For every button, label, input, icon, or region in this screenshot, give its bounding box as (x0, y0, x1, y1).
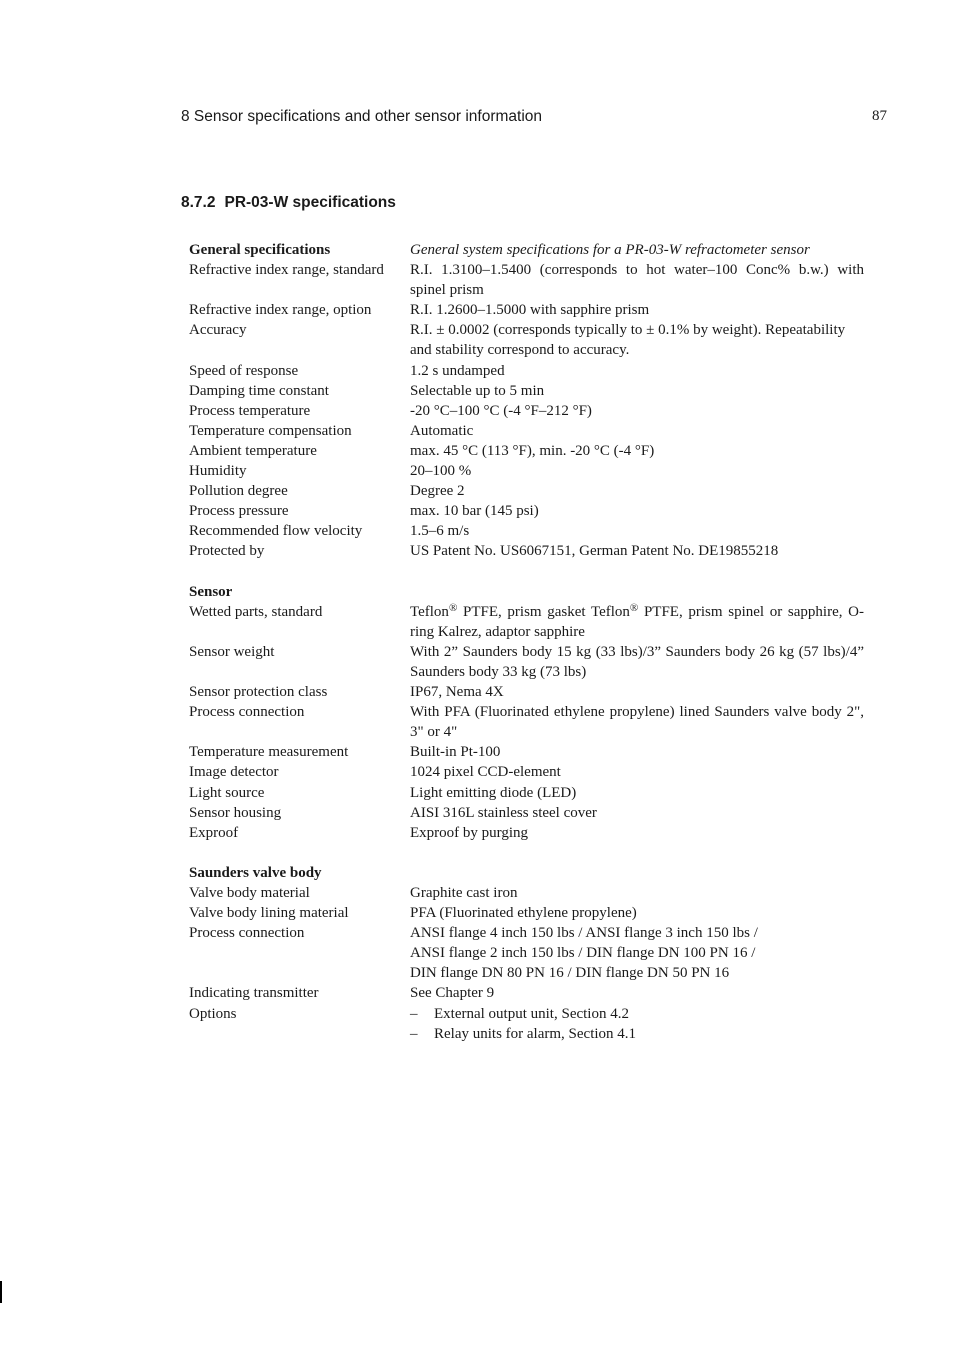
spec-value: Degree 2 (410, 483, 465, 500)
spec-label: Accuracy (189, 322, 247, 339)
spec-row (189, 401, 864, 421)
spec-value: R.I. 1.3100–1.5400 (corresponds to hot water–100 Conc% b.w.) with spinel prism (410, 262, 864, 299)
option-text: External output unit, Section 4.2 (434, 1005, 629, 1022)
spec-label: Exproof (189, 824, 239, 841)
chapter-title: 8 Sensor specifications and other sensor information (181, 108, 543, 125)
spec-row (189, 642, 864, 682)
spec-label: Ambient temperature (189, 442, 317, 459)
spec-value: Light emitting diode (LED) (410, 784, 577, 801)
spec-label: Pollution degree (189, 483, 288, 500)
spec-label: Recommended flow velocity (189, 523, 363, 540)
spec-label: Temperature compensation (189, 422, 352, 439)
spec-value: PFA (Fluorinated ethylene propylene) (410, 905, 637, 922)
spec-value: 20–100 % (410, 463, 472, 480)
spec-row (189, 441, 864, 461)
spec-value: 1.2 s undamped (410, 362, 505, 379)
spec-label: Damping time constant (189, 382, 329, 399)
list-item (410, 1004, 864, 1024)
flange-line: ANSI flange 4 inch 150 lbs / ANSI flange 3 inch 150 lbs / (410, 925, 758, 942)
spec-row (189, 803, 864, 823)
page-number: 87 (872, 108, 887, 124)
sensor-heading: Sensor (189, 583, 233, 600)
spec-label: Process connection (189, 704, 305, 721)
spec-row (189, 742, 864, 762)
spec-value (410, 602, 864, 642)
spec-label: Speed of response (189, 362, 299, 379)
general-heading: General specifications (189, 242, 331, 258)
flange-line: ANSI flange 2 inch 150 lbs / DIN flange DN 100 PN 16 / (410, 945, 756, 962)
spec-row (189, 320, 864, 360)
spec-label: Process connection (189, 925, 305, 942)
spec-label: Valve body material (189, 885, 310, 901)
saunders-heading: Saunders valve body (189, 864, 322, 881)
spec-value: Exproof by purging (410, 824, 529, 841)
spec-row (189, 783, 864, 803)
spec-value: With PFA (Fluorinated ethylene propylene) lined Saunders valve body 2", 3" or 4" (410, 704, 864, 741)
spec-row (189, 260, 864, 300)
spec-row (189, 461, 864, 481)
spec-label: Sensor weight (189, 643, 275, 660)
spec-value: 1.5–6 m/s (410, 523, 470, 540)
spec-row (189, 521, 864, 541)
section-gap (189, 843, 864, 863)
section-number: 8.7.2 (181, 194, 216, 211)
spec-value: Graphite cast iron (410, 885, 518, 901)
spec-row (189, 682, 864, 702)
registered-mark: ® (629, 601, 639, 614)
spec-label: Sensor protection class (189, 684, 328, 701)
spec-value (410, 923, 864, 983)
spec-value: 1024 pixel CCD-element (410, 764, 561, 781)
wetted-text: Teflon (410, 603, 449, 620)
general-heading-row (189, 240, 864, 260)
spec-label: Process temperature (189, 402, 311, 419)
spec-label: Refractive index range, option (189, 302, 372, 319)
spec-row (189, 762, 864, 782)
spec-value: IP67, Nema 4X (410, 684, 504, 701)
spec-value (410, 1004, 864, 1044)
registered-mark: ® (448, 601, 458, 614)
running-header (181, 108, 887, 128)
spec-row (189, 983, 864, 1003)
spec-row (189, 501, 864, 521)
spec-row (189, 823, 864, 843)
spec-row (189, 361, 864, 381)
spec-label: Sensor housing (189, 804, 282, 821)
spec-row (189, 541, 864, 561)
spec-value: AISI 316L stainless steel cover (410, 804, 597, 821)
section-title (181, 194, 396, 212)
spec-value: -20 °C–100 °C (-4 °F–212 °F) (410, 402, 592, 419)
spec-row (189, 1004, 864, 1044)
spec-value: Automatic (410, 422, 474, 439)
spec-row (189, 602, 864, 642)
spec-row (189, 381, 864, 401)
option-text: Relay units for alarm, Section 4.1 (434, 1025, 637, 1042)
spec-label: Indicating transmitter (189, 985, 319, 1002)
spec-label: Options (189, 1005, 237, 1022)
spec-label: Valve body lining material (189, 905, 349, 922)
options-list (410, 1004, 864, 1044)
wetted-text: PTFE, prism spinel or sapphire, O-ring Kalrez, adaptor sapphire (410, 603, 864, 640)
margin-mark (0, 1281, 2, 1303)
spec-row (189, 903, 864, 923)
section-heading: PR-03-W specifications (224, 194, 396, 211)
spec-value: max. 45 °C (113 °F), min. -20 °C (-4 °F) (410, 442, 655, 459)
spec-value: With 2” Saunders body 15 kg (33 lbs)/3” Saunders body 26 kg (57 lbs)/4” Saunders body 33 kg (73 lbs) (410, 643, 864, 680)
spec-table (189, 240, 864, 1044)
sensor-heading-row (189, 582, 864, 602)
spec-row (189, 702, 864, 742)
spec-label: Image detector (189, 764, 279, 781)
spec-label: Temperature measurement (189, 744, 349, 761)
spec-row (189, 300, 864, 320)
spec-row (189, 421, 864, 441)
spec-value: Selectable up to 5 min (410, 382, 545, 399)
section-gap (189, 562, 864, 582)
spec-value: R.I. 1.2600–1.5000 with sapphire prism (410, 302, 650, 319)
spec-label: Light source (189, 784, 265, 801)
saunders-heading-row (189, 863, 864, 883)
spec-value: Built-in Pt-100 (410, 744, 501, 761)
spec-label: Protected by (189, 543, 265, 560)
general-description: General system specifications for a PR-03-W refractometer sensor (410, 242, 810, 258)
spec-value: max. 10 bar (145 psi) (410, 503, 539, 520)
spec-value: R.I. ± 0.0002 (corresponds typically to ± 0.1% by weight). Repeatability and stability correspond to accuracy. (410, 322, 846, 359)
spec-row (189, 481, 864, 501)
spec-label: Humidity (189, 463, 247, 480)
list-item (410, 1024, 864, 1044)
flange-line: DIN flange DN 80 PN 16 / DIN flange DN 50 PN 16 (410, 965, 730, 982)
dash-bullet: – (410, 1005, 418, 1022)
spec-value: See Chapter 9 (410, 985, 495, 1002)
spec-label: Process pressure (189, 503, 289, 520)
spec-label: Wetted parts, standard (189, 603, 323, 620)
wetted-text: PTFE, prism gasket Teflon (457, 603, 630, 620)
spec-row (189, 883, 864, 903)
spec-label: Refractive index range, standard (189, 262, 384, 279)
spec-row (189, 923, 864, 983)
spec-value: US Patent No. US6067151, German Patent No. DE19855218 (410, 543, 779, 560)
dash-bullet: – (410, 1025, 418, 1042)
